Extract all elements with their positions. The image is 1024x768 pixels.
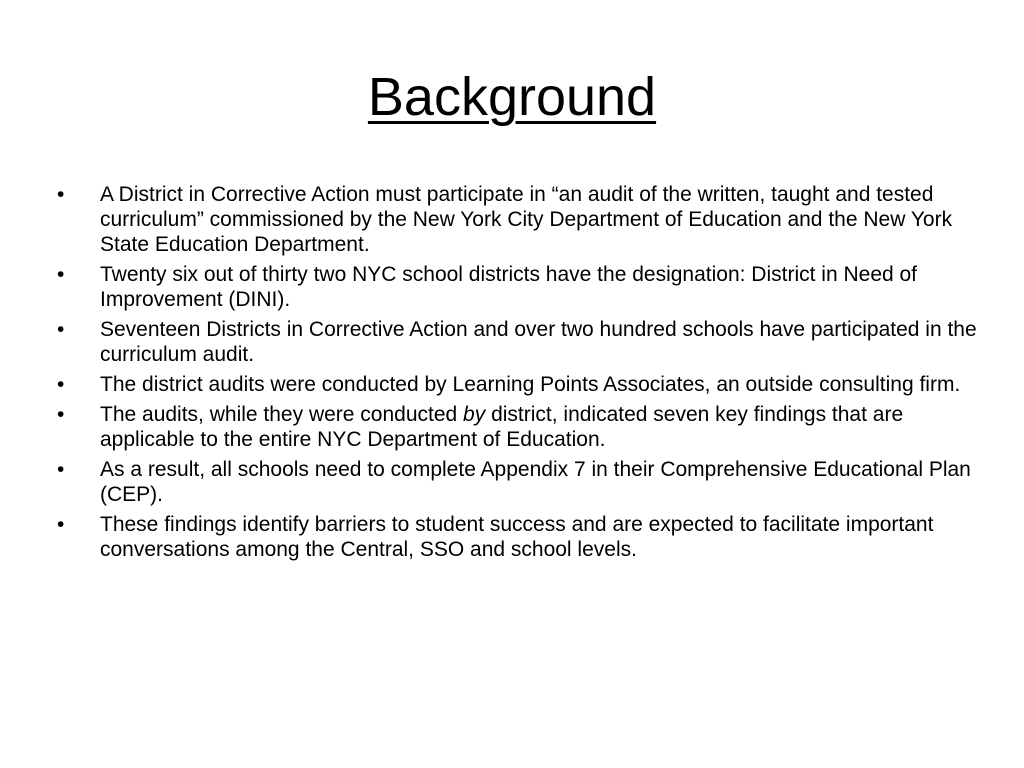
bullet-dot-icon: • xyxy=(57,318,65,341)
bullet-dot-icon: • xyxy=(57,373,65,396)
bullet-text: The district audits were conducted by Learning Points Associates, an outside consulting firm. xyxy=(100,373,961,396)
slide-title: Background xyxy=(367,67,657,127)
bullet-text: Twenty six out of thirty two NYC school districts have the designation: District in Need of Improvement (DINI). xyxy=(100,263,918,311)
bullet-item-4 xyxy=(57,372,977,397)
bullet-dot-icon: • xyxy=(57,263,65,286)
bullet-list xyxy=(57,182,977,567)
bullet-item-7 xyxy=(57,512,977,562)
bullet-text-after: district, indicated seven key findings that are applicable to the entire NYC Department of Education. xyxy=(100,403,904,451)
bullet-dot-icon: • xyxy=(57,183,65,206)
bullet-item-6 xyxy=(57,457,977,507)
bullet-dot-icon: • xyxy=(57,458,65,481)
bullet-item-3 xyxy=(57,317,977,367)
bullet-text: As a result, all schools need to complete Appendix 7 in their Comprehensive Educational Plan (CEP). xyxy=(100,458,971,506)
bullet-item-2 xyxy=(57,262,977,312)
bullet-text xyxy=(100,403,903,451)
bullet-dot-icon: • xyxy=(57,403,65,426)
bullet-item-5 xyxy=(57,402,977,452)
bullet-text-before: The audits, while they were conducted xyxy=(100,403,464,426)
bullet-text: These findings identify barriers to student success and are expected to facilitate important conversations among the Central, SSO and school levels. xyxy=(100,513,934,561)
bullet-dot-icon: • xyxy=(57,513,65,536)
bullet-text: A District in Corrective Action must participate in “an audit of the written, taught and tested curriculum” commissioned by the New York City Department of Education and the New York State Education Department. xyxy=(100,183,953,256)
bullet-text-italic: by xyxy=(463,403,486,426)
bullet-item-1 xyxy=(57,182,977,257)
bullet-text: Seventeen Districts in Corrective Action and over two hundred schools have participated in the curriculum audit. xyxy=(100,318,977,366)
